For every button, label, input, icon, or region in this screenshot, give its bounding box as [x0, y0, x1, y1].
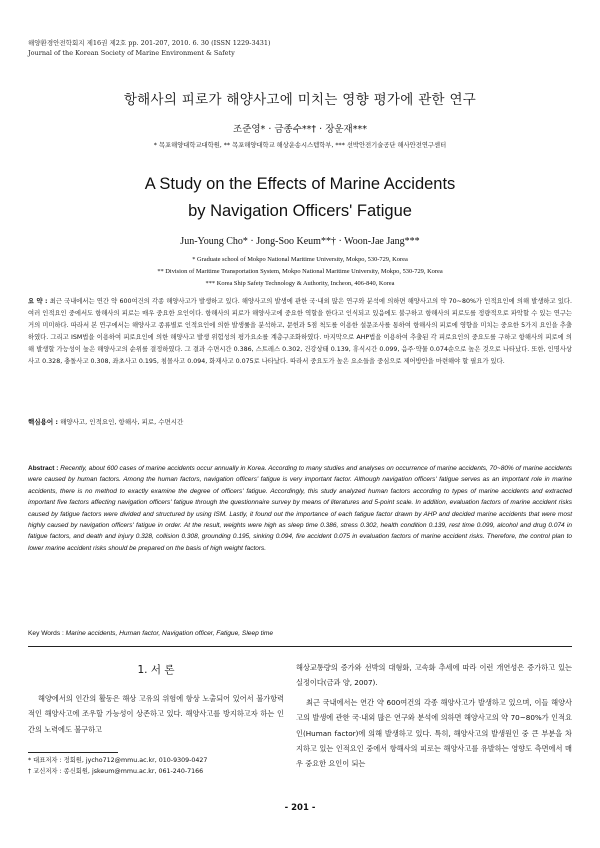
abstract-english-label: Abstract :: [28, 465, 59, 472]
authors-english: Jun-Young Cho* · Jong-Soo Keum**† · Woon-Jae Jang***: [180, 236, 420, 247]
affiliations-korean: * 목포해양대학교대학원, ** 목포해양대학교 해상운송시스템학부, *** 선박안전기술공단 해사안전연구센터: [153, 142, 447, 149]
affiliation-2: ** Division of Maritime Transportation System, Mokpo National Maritime University, Mokpo, 530-729, Korea: [157, 268, 443, 275]
abstract-korean: [28, 296, 572, 369]
title-english-line1: A Study on the Effects of Marine Accidents: [144, 175, 456, 193]
abstract-korean-label: 요 약 :: [28, 298, 48, 305]
left-column: [28, 662, 284, 737]
section-divider: [28, 646, 572, 647]
keywords-korean: [28, 417, 183, 426]
intro-paragraph-right-1: 해상교통량의 증가와 선박의 대형화, 고속화 추세에 따라 이런 개연성은 증가하고 있는 실정이다(금과 양, 2007).: [296, 663, 572, 688]
affiliation-3: *** Korea Ship Safety Technology & Authority, Incheon, 406-840, Korea: [205, 280, 395, 287]
affiliation-1: * Graduate school of Mokpo National Maritime University, Mokpo, 530-729, Korea: [192, 256, 408, 263]
keywords-korean-text: 해양사고, 인적요인, 항해사, 피로, 수면시간: [60, 418, 184, 426]
title-english: [0, 171, 600, 225]
affiliations-english: [0, 254, 600, 290]
journal-header: [28, 38, 271, 58]
section-heading-introduction: 1. 서 론: [137, 664, 175, 676]
right-column: [296, 660, 572, 772]
keywords-korean-label: 핵심용어 :: [28, 418, 58, 426]
journal-header-english: Journal of the Korean Society of Marine Environment & Safety: [28, 49, 235, 57]
authors-korean: 조준영* · 금종수**† · 장운재***: [233, 124, 367, 135]
abstract-korean-text: 최근 국내에서는 연간 약 600여건의 각종 해양사고가 발생하고 있다. 해양사고의 발생에 관한 국·내외 많은 연구와 분석에 의하면 해양사고의 약 70~80%가 인적요인에 의해 발생하고 있다. 여러 인적요인 중에서도 항해사의 피로는 매우 중요한 요인이다. 항해사의 피로가 해양사고에 중요한 역할을 한다고 인식되고 있음에도 불구하고 항해사의 피로도를 정량적으로 파악할 수 있는 연구는 거의 미미하다. 따라서 본 연구에서는 해양사고 종류별로 인적요인에 의한 발생률을 분석하고, 문헌과 5점 척도를 이용한 설문조사를 통하여 항해사의 피로에 영향을 미치는 중요한 5가지 요인을 추출하였다. 그리고 ISM법을 이용하여 피로요인에 의한 해양사고 발생 위험성의 평가요소를 계층구조화하였다. 마지막으로 AHP법을 이용하여 추출된 각 피로요인의 중요도를 구하고 항해사의 피로에 의해 발생할 가능성이 높은 해양사고의 순위를 결정하였다. 그 결과 수면시간 0.386, 스트레스 0.302, 건강상태 0.139, 휴식시간 0.099, 음주·약물 0.074순으로 높은 것으로 나타났다. 또한, 인명사상사고 0.328, 충돌사고 0.308, 좌초사고 0.195, 침몰사고 0.094, 화재사고 0.075로 나타났다. 따라서 중요도가 높은 요소들을 중심으로 제어방안을 마련해야 할 필요가 있다.: [28, 298, 572, 366]
title-english-line2: by Navigation Officers' Fatigue: [188, 202, 412, 220]
intro-paragraph-right-2: 최근 국내에서는 연간 약 600여건의 각종 해양사고가 발생하고 있으며, 이들 해양사고의 발생에 관한 국·내외 많은 연구와 분석에 의하면 해양사고의 약 70~80%가 인적요인(Human factor)에 의해 발생하고 있다. 특히, 해양사고의 발생원인 중 큰 부분을 차지하고 있는 인적요인 중에서 항해사의 피로는 해양사고를 유발하는 영향도 측면에서 매우 중요한 요인이 되는: [296, 697, 572, 769]
footnote-corresponding-2: † 교신저자 : 종신회원, jskeum@mmu.ac.kr, 061-240-7166: [28, 767, 204, 775]
page-number: - 201 -: [284, 803, 316, 813]
title-korean: 항해사의 피로가 해양사고에 미치는 영향 평가에 관한 연구: [123, 92, 477, 108]
keywords-english: [28, 630, 273, 637]
intro-paragraph-left: 해양에서의 인간의 활동은 해상 고유의 위험에 항상 노출되어 있어서 불가항력적인 해양사고에 조우할 가능성이 상존하고 있다. 해양사고를 방지하고자 하는 인간의 노력에도 불구하고: [28, 694, 284, 734]
abstract-english: [28, 463, 572, 554]
keywords-english-text: Marine accidents, Human factor, Navigation officer, Fatigue, Sleep time: [65, 630, 274, 637]
footnote-corresponding-1: * 대표저자 : 정회원, jycho712@mmu.ac.kr, 010-9309-0427: [28, 757, 208, 764]
keywords-english-label: Key Words :: [28, 630, 64, 637]
abstract-english-text: Recently, about 600 cases of marine accidents occur annually in Korea. According to many studies and analyses on occurrence of marine accidents, 70~80% of marine accidents were caused by human factors. Among the human factors, navigation officers' fatigue is very important factor. Although navigation officers' fatigue serves as an important role in marine accidents, there is no method to exactly examine the degree of officers' fatigue. Accordingly, this study analyzed human factors according to types of marine accidents and extracted important five factors affecting navigation officers' fatigue through the questionnaire survey by means of literatures and 5-point scale. In addition, evaluation factors of marine accident risks caused by fatigue factors were divided and structured by using ISM. Lastly, it found out the importance of each fatigue factor drawn by AHP and decided marine accidents that were most highly caused by navigation officers' fatigue in order. At the result, weights were high as sleep time 0.386, stress 0.302, health condition 0.139, rest time 0.099, alcohol and drug 0.074 in fatigue factors, and death and injury 0.328, collision 0.308, grounding 0.195, sinking 0.094, fire accident 0.075 in evaluation factors of marine accident risks. Therefore, the control plan to lower marine accident risks should be prepared on the basis of high weight factors.: [28, 465, 573, 552]
footnotes: [28, 756, 207, 777]
journal-header-korean: 해양환경안전학회지 제16권 제2호 pp. 201-207, 2010. 6. 30 (ISSN 1229-3431): [28, 39, 271, 47]
footnote-divider: [28, 752, 118, 753]
